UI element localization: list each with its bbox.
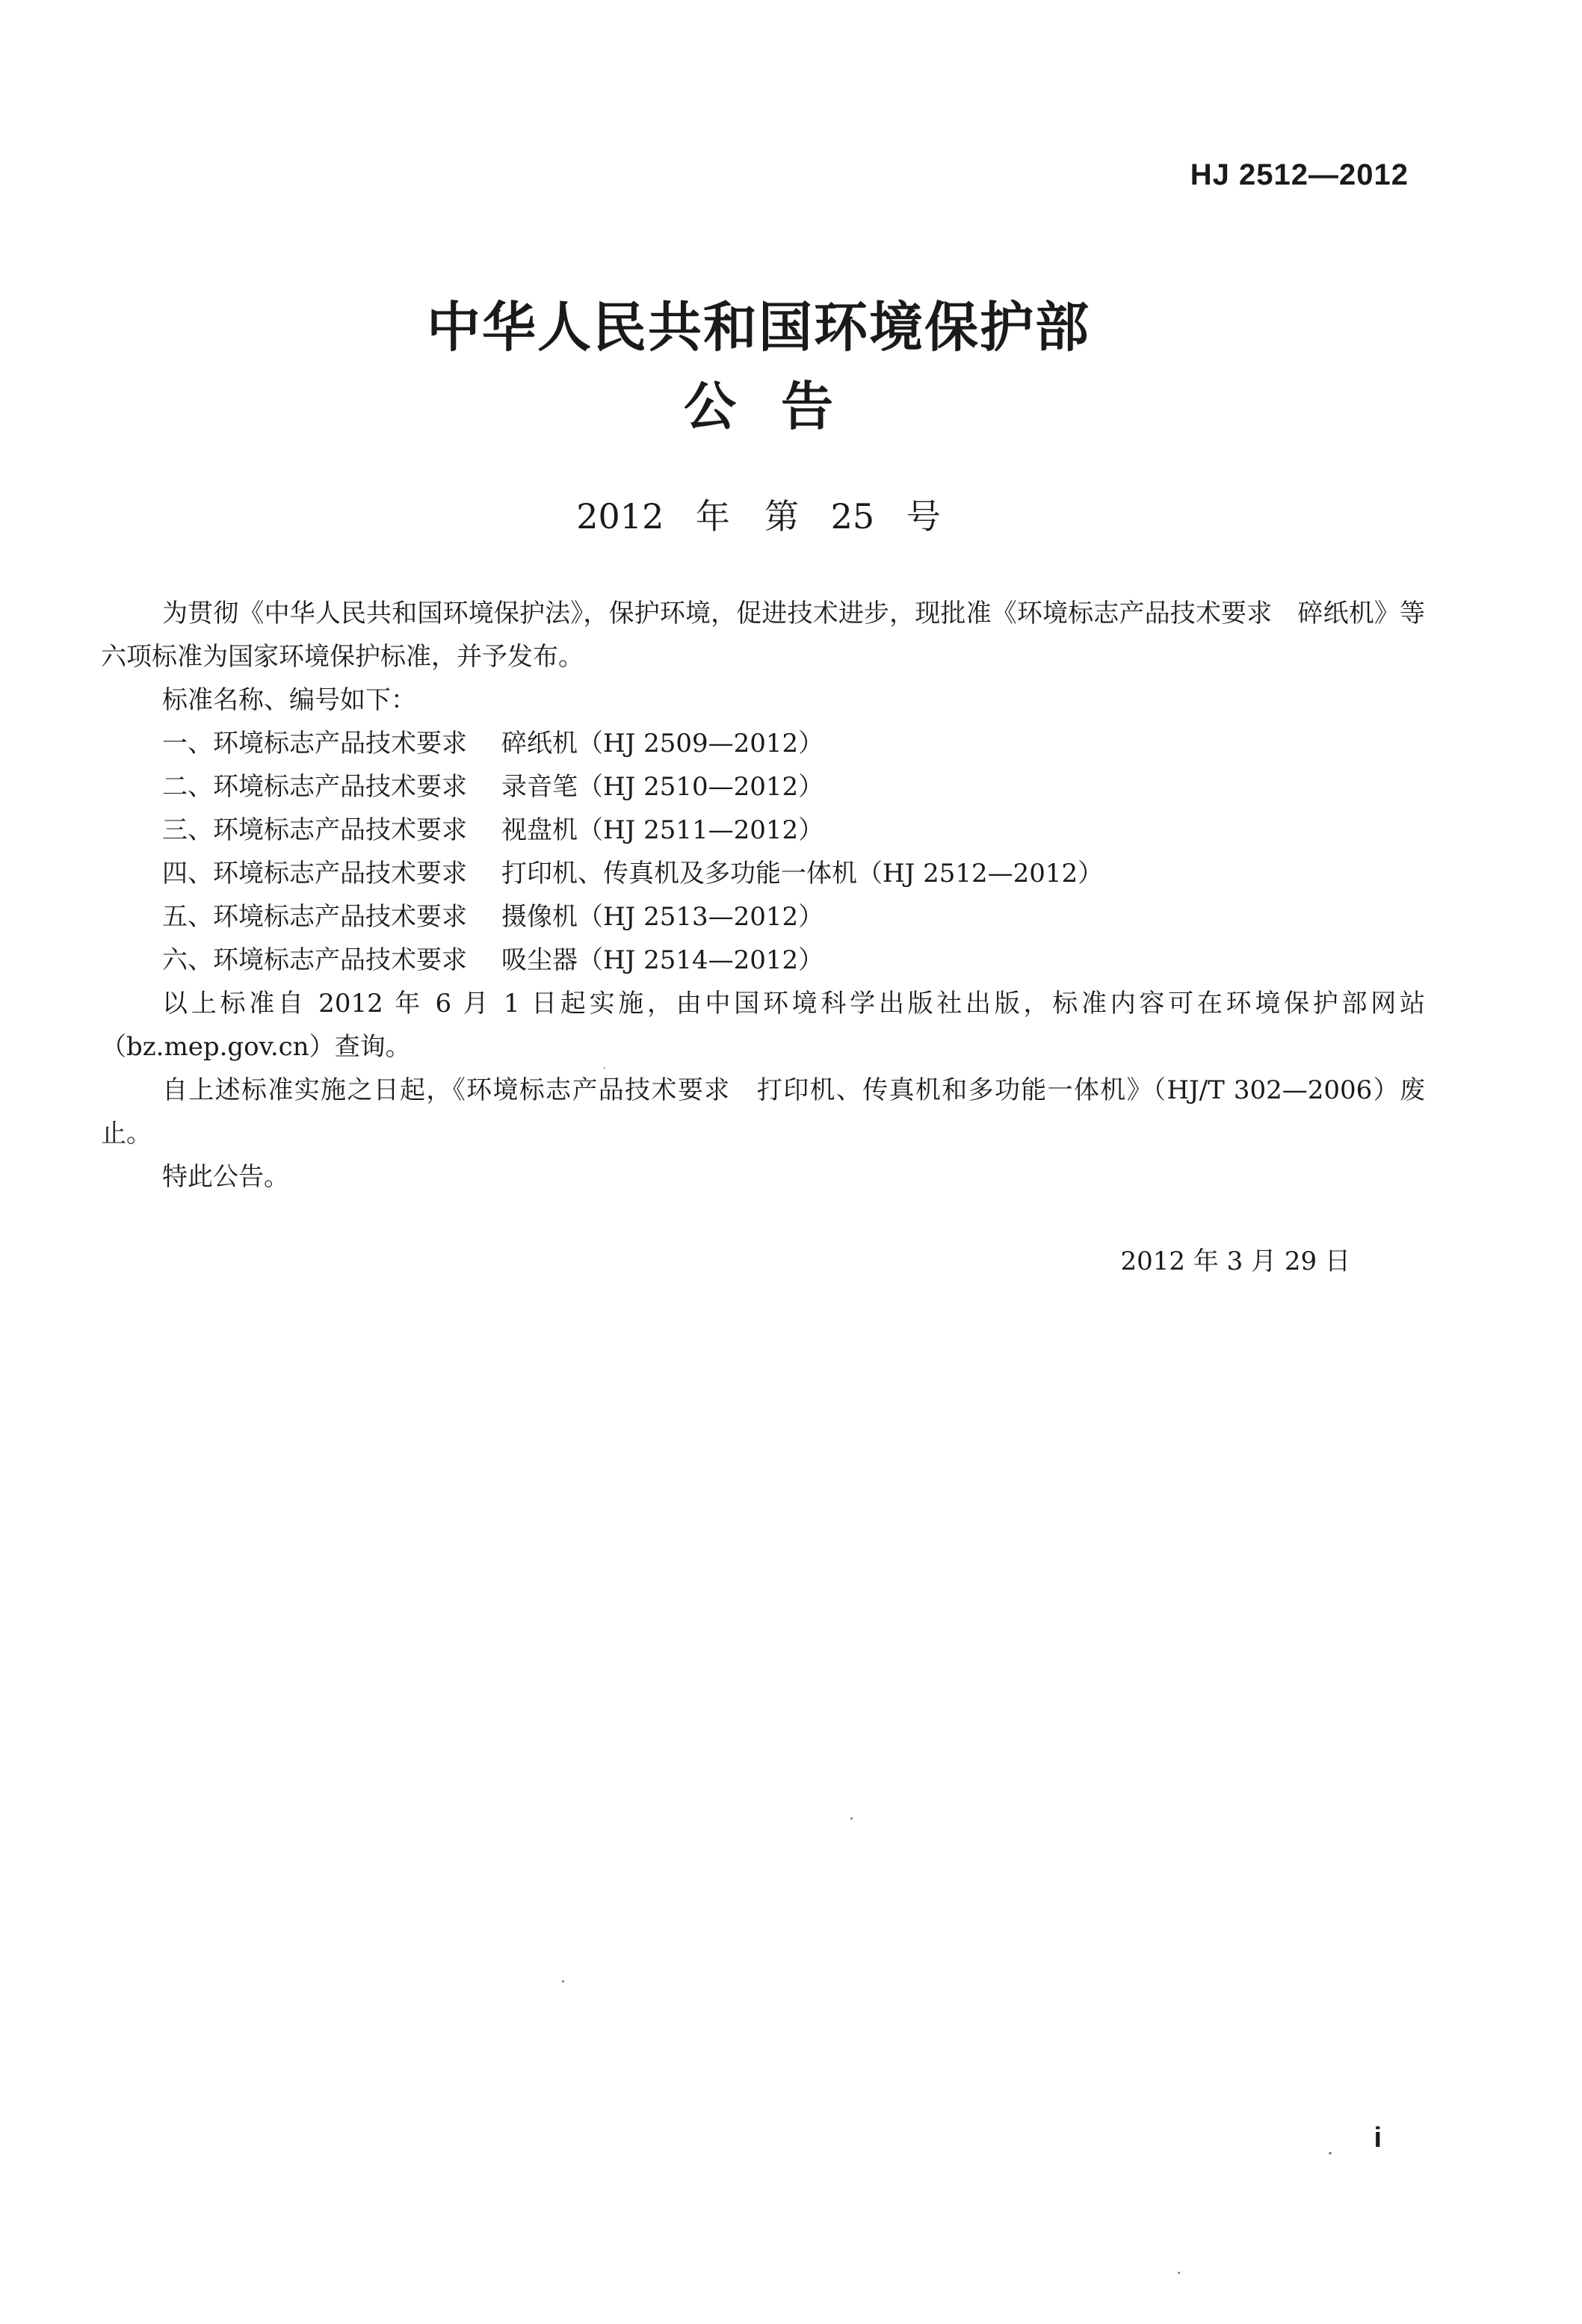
standard-item-name: 吸尘器（HJ 2514—2012） bbox=[501, 945, 824, 975]
standard-item-prefix: 六、环境标志产品技术要求 bbox=[162, 945, 467, 975]
issue-date: 2012 年 3 月 29 日 bbox=[1120, 1246, 1350, 1276]
list-heading: 标准名称、编号如下： bbox=[162, 685, 416, 715]
standard-item bbox=[101, 895, 1425, 939]
standard-code: HJ 2512—2012 bbox=[1190, 158, 1409, 191]
standard-item-name: 摄像机（HJ 2513—2012） bbox=[501, 902, 824, 932]
issue-number: 2012 年 第 25 号 bbox=[576, 496, 941, 537]
standard-item-name: 视盘机（HJ 2511—2012） bbox=[501, 815, 824, 845]
standard-item-name: 录音笔（HJ 2510—2012） bbox=[501, 772, 824, 802]
standard-item-prefix: 四、环境标志产品技术要求 bbox=[162, 859, 467, 889]
ministry-title: 中华人民共和国环境保护部 bbox=[426, 296, 1090, 359]
scan-speck bbox=[850, 1817, 853, 1820]
standard-item-prefix: 二、环境标志产品技术要求 bbox=[162, 772, 467, 802]
page-number: i bbox=[1374, 2122, 1382, 2154]
notice-title: 公告 bbox=[684, 376, 878, 437]
standard-item bbox=[101, 809, 1425, 852]
standard-item bbox=[101, 765, 1425, 809]
standard-item-name: 打印机、传真机及多功能一体机（HJ 2512—2012） bbox=[501, 859, 1104, 889]
scan-speck bbox=[1329, 2152, 1332, 2154]
standard-item-name: 碎纸机（HJ 2509—2012） bbox=[501, 729, 824, 758]
notice-body bbox=[101, 592, 1425, 1199]
scan-speck bbox=[562, 1980, 564, 1982]
standard-item-prefix: 一、环境标志产品技术要求 bbox=[162, 729, 467, 758]
standard-item bbox=[101, 722, 1425, 765]
standard-item-prefix: 三、环境标志产品技术要求 bbox=[162, 815, 467, 845]
abolition-paragraph: 自上述标准实施之日起，《环境标志产品技术要求 打印机、传真机和多功能一体机》（HJ/T 302—2006）废止。 bbox=[101, 1075, 1425, 1149]
closing-line: 特此公告。 bbox=[162, 1162, 289, 1192]
standard-item bbox=[101, 852, 1425, 895]
scan-speck bbox=[604, 1067, 605, 1069]
intro-paragraph: 为贯彻《中华人民共和国环境保护法》，保护环境，促进技术进步，现批准《环境标志产品技术要求 碎纸机》等六项标准为国家环境保护标准，并予发布。 bbox=[101, 599, 1425, 672]
standard-item bbox=[101, 939, 1425, 982]
standard-item-prefix: 五、环境标志产品技术要求 bbox=[162, 902, 467, 932]
implementation-paragraph: 以上标准自 2012 年 6 月 1 日起实施，由中国环境科学出版社出版，标准内容可在环境保护部网站（bz.mep.gov.cn）查询。 bbox=[101, 989, 1425, 1062]
scan-speck bbox=[1178, 2272, 1180, 2274]
